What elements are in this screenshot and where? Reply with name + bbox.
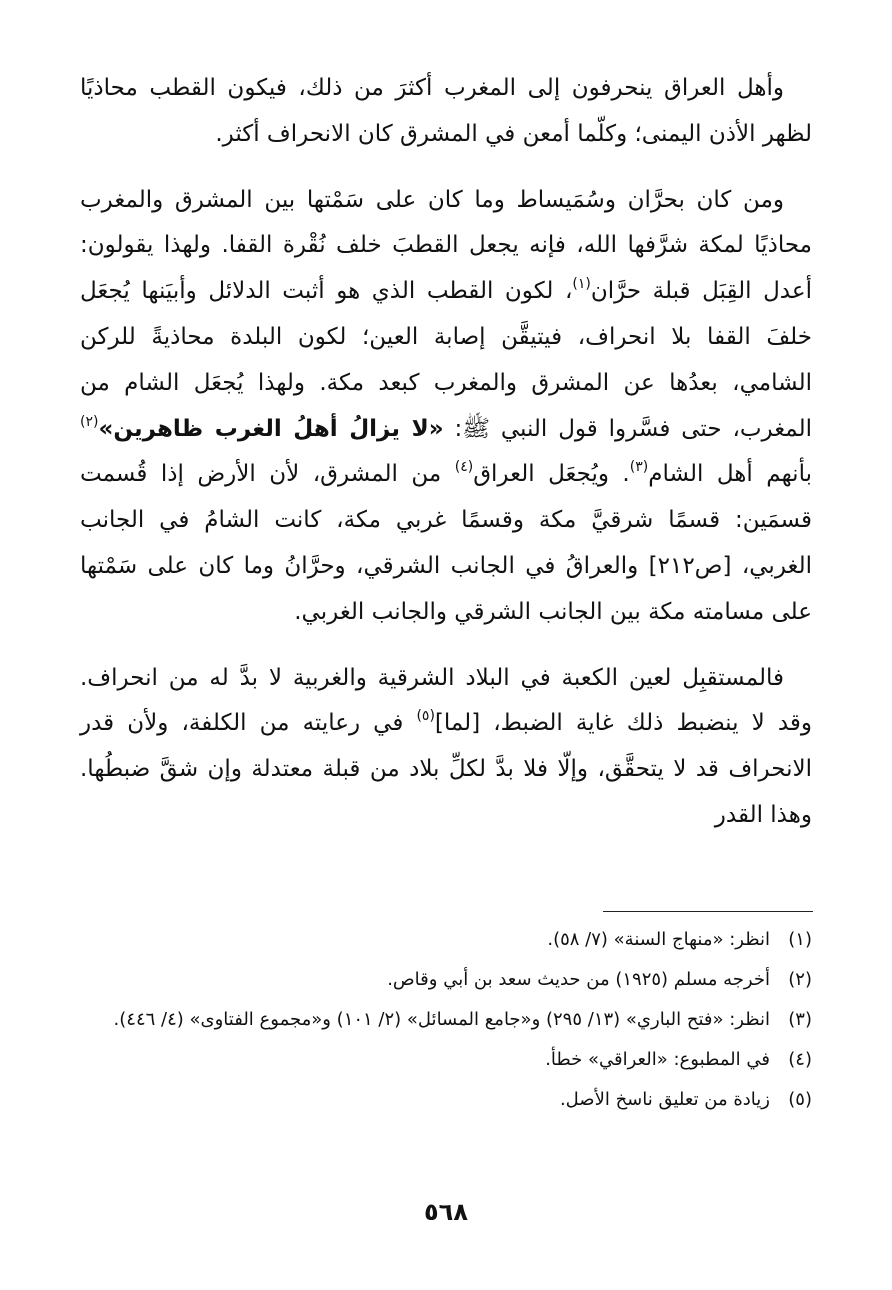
footnote-text: في المطبوع: «العراقي» خطأ. — [545, 1049, 770, 1070]
footnote-ref-4: (٤) — [454, 459, 474, 476]
footnote-number: (٥) — [788, 1089, 812, 1110]
paragraph-2-text-c: بأنهم أهل الشام — [648, 461, 812, 488]
hadith-quote: «لا يزالُ أهلُ الغرب ظاهرين» — [98, 415, 444, 442]
paragraph-2-text-d: . ويُجعَل العراق — [473, 461, 630, 488]
paragraph-2-text-a: ومن كان بحرَّان وسُمَيساط وما كان على سَمْتها بين المشرق والمغرب محاذيًا لمكة شرَّفها الله، فإنه يجعل القطبَ خلف نُقْرة القفا. ولهذا يقولون: أعدل القِبَل قبلة حرَّان — [80, 186, 812, 305]
page-number: ٥٦٨ — [424, 1198, 468, 1226]
footnote-4 — [80, 1042, 812, 1078]
footnote-text: انظر: «منهاج السنة» (٧/ ٥٨). — [547, 929, 770, 950]
footnote-number: (٢) — [788, 969, 812, 990]
paragraph-3 — [80, 656, 812, 839]
footnote-1 — [80, 922, 812, 958]
footnotes — [80, 922, 812, 1122]
footnote-ref-2: (٢) — [80, 413, 99, 430]
paragraph-1 — [80, 66, 812, 158]
footnote-number: (٣) — [788, 1009, 812, 1030]
footnote-2 — [80, 962, 812, 998]
footnote-ref-5: (٥) — [416, 708, 435, 725]
paragraph-2 — [80, 178, 812, 636]
paragraph-3-text-a: فالمستقبِل لعين الكعبة في البلاد الشرقية والغربية لا بدَّ له من انحراف. وقد لا ينضبط ذلك غاية الضبط، [لما] — [80, 664, 812, 737]
footnote-5 — [80, 1082, 812, 1118]
paragraph-2-text-b: ، لكون القطب الذي هو أثبت الدلائل وأبيَنها يُجعَل خلفَ القفا بلا انحراف، فيتيقَّن إصابة العين؛ لكون البلدة محاذيةً للركن الشامي، بعدُها عن المشرق والمغرب كبعد مكة. ولهذا يُجعَل الشام من المغرب، حتى فسَّروا قول النبي ﷺ: — [80, 278, 813, 442]
footnote-text: زيادة من تعليق ناسخ الأصل. — [559, 1089, 770, 1110]
paragraph-2-text-e: من المشرق، لأن الأرض إذا قُسمت قسمَين: قسمًا شرقيَّ مكة وقسمًا غربي مكة، كانت الشامُ في الجانب الغربي، [ص٢١٢] والعراقُ في الجانب الشرقي، وحرَّانُ وما كان على سَمْتها على مسامته مكة بين الجانب الشرقي والجانب الغربي. — [80, 461, 812, 625]
main-text — [80, 66, 812, 859]
footnote-number: (١) — [788, 929, 812, 950]
footnote-ref-3: (٣) — [629, 459, 649, 476]
paragraph-3-text-b: في رعايته من الكلفة، ولأن قدر الانحراف قد لا يتحقَّق، وإلّا فلا بدَّ لكلِّ بلاد من قبلة معتدلة وإن شقَّ ضبطُها. وهذا القدر — [80, 710, 812, 828]
footnote-text: انظر: «فتح الباري» (١٣/ ٢٩٥) و«جامع المسائل» (٢/ ١٠١) و«مجموع الفتاوى» (٤/ ٤٤٦). — [113, 1009, 770, 1030]
footnote-text: أخرجه مسلم (١٩٢٥) من حديث سعد بن أبي وقاص. — [387, 969, 770, 990]
footnote-separator — [603, 911, 813, 912]
footnote-number: (٤) — [788, 1049, 812, 1070]
footnote-ref-1: (١) — [572, 276, 591, 293]
paragraph-1-text: وأهل العراق ينحرفون إلى المغرب أكثرَ من ذلك، فيكون القطب محاذيًا لظهر الأذن اليمنى؛ وكلّما أمعن في المشرق كان الانحراف أكثر. — [80, 75, 812, 147]
footnote-3 — [80, 1002, 812, 1038]
